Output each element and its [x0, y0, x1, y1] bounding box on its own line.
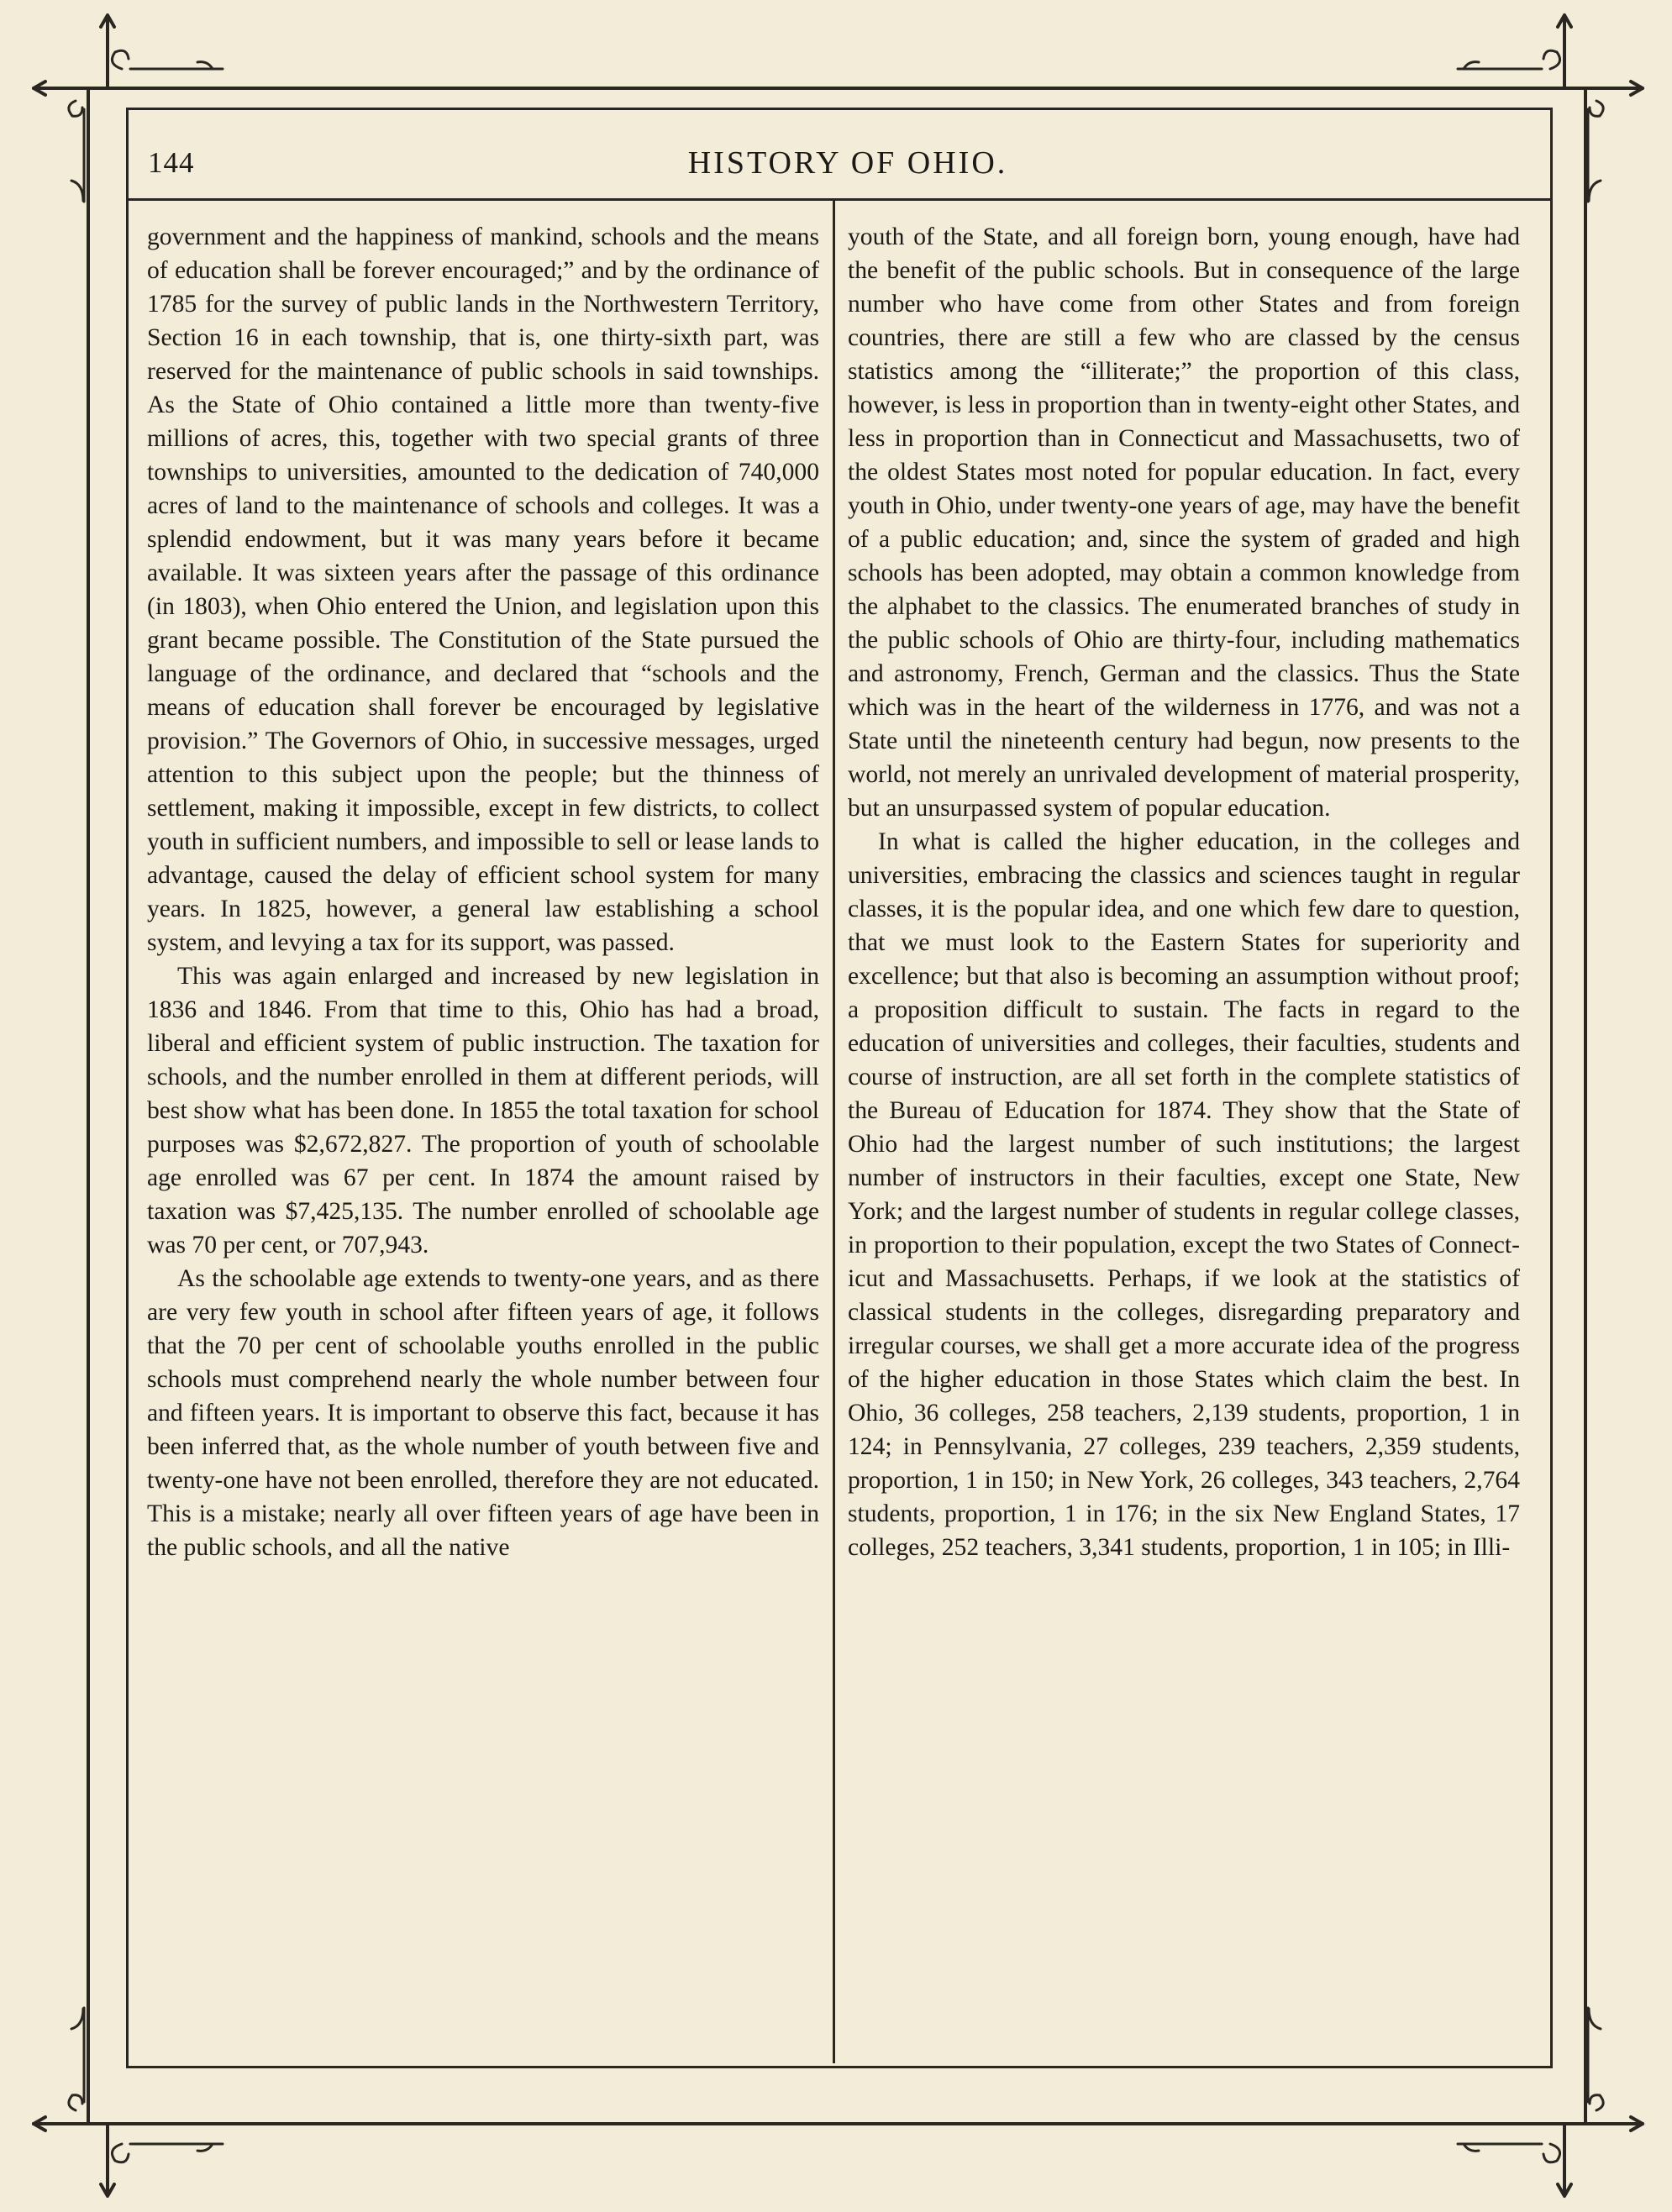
header-rule: [126, 198, 1551, 201]
paragraph: government and the happiness of mankind, schools and the means of education shall be forever encouraged;” and by the ordinance of 1785 for the survey of public lands in the Northwestern Territory, Section 16 in each township, that is, one thirty-sixth part, was reserved for the maintenance of public schools in said townships. As the State of Ohio contained a little more than twenty-five millions of acres, this, together with two special grants of three townships to universities, amounted to the dedication of 740,000 acres of land to the maintenance of schools and colleges. It was a splendid endowment, but it was many years before it became available. It was sixteen years after the passage of this ordinance (in 1803), when Ohio entered the Union, and legislation upon this grant became possible. The Constitution of the State pursued the language of the ordinance, and declared that “schools and the means of education shall forever be encouraged by legislative provision.” The Governors of Ohio, in successive messages, urged attention to this subject upon the people; but the thinness of settlement, making it impossible, except in few districts, to collect youth in sufficient numbers, and impossible to sell or lease lands to advantage, caused the delay of efficient school system for many years. In 1825, however, a general law establishing a school system, and levying a tax for its support, was passed.: [147, 223, 819, 956]
right-column: [848, 220, 1520, 2010]
running-title: HISTORY OF OHIO.: [687, 145, 1008, 181]
paragraph: This was again enlarged and increased by new legislation in 1836 and 1846. From that time to this, Ohio has had a broad, liberal and efficient system of public instruction. The taxation for schools, and the number enrolled in them at different periods, will best show what has been done. In 1855 the total taxation for school purposes was $2,672,827. The proportion of youth of schoolable age enrolled was 67 per cent. In 1874 the amount raised by taxation was $7,425,135. The number enrolled of schoolable age was 70 per cent, or 707,943.: [147, 963, 819, 1258]
paragraph: In what is called the higher education, in the colleges and universities, embracing the classics and sciences taught in regular classes, it is the popular idea, and one which few dare to question, that we must look to the Eastern States for superiority and excellence; but that also is becoming an assumption without proof; a proposition difficult to sustain. The facts in regard to the education of universities and colleges, their faculties, students and course of instruction, are all set forth in the complete statistics of the Bureau of Education for 1874. They show that the State of Ohio had the largest number of such institutions; the largest number of instructors in their faculties, except one State, New York; and the largest number of students in regular college classes, in proportion to their population, except the two States of Connecticut and Massachusetts. Perhaps, if we look at the statistics of classical students in the colleges, disregarding preparatory and irregular courses, we shall get a more accurate idea of the progress of the higher education in those States which claim the best. In Ohio, 36 colleges, 258 teachers, 2,139 students, proportion, 1 in 124; in Pennsylvania, 27 colleges, 239 teachers, 2,359 students, proportion, 1 in 150; in New York, 26 colleges, 343 teachers, 2,764 students, proportion, 1 in 176; in the six New England States, 17 colleges, 252 teachers, 3,341 students, proportion, 1 in 105; in Illi-: [848, 828, 1520, 1561]
page-number: 144: [148, 146, 195, 179]
paragraph: youth of the State, and all foreign born, young enough, have had the benefit of the public schools. But in consequence of the large number who have come from other States and from foreign countries, there are still a few who are classed by the census statistics among the “illiterate;” the proportion of this class, however, is less in proportion than in twenty-eight other States, and less in proportion than in Connecticut and Massachusetts, two of the oldest States most noted for popular education. In fact, every youth in Ohio, under twenty-one years of age, may have the benefit of a public education; and, since the system of graded and high schools has been adopted, may obtain a common knowledge from the alphabet to the classics. The enumerated branches of study in the public schools of Ohio are thirty-four, including mathematics and astronomy, French, German and the classics. Thus the State which was in the heart of the wilderness in 1776, and was not a State until the nineteenth century had begun, now presents to the world, not merely an unrivaled development of material prosperity, but an unsurpassed system of popular education.: [848, 223, 1520, 822]
column-divider: [833, 201, 835, 2063]
page-header: [148, 141, 1548, 192]
left-column: [147, 220, 819, 2010]
paragraph: As the schoolable age extends to twenty-one years, and as there are very few youth in school after fifteen years of age, it follows that the 70 per cent of schoolable youths enrolled in the public schools must comprehend nearly the whole number between four and fifteen years. It is important to observe this fact, because it has been inferred that, as the whole number of youth between five and twenty-one have not been enrolled, therefore they are not educated. This is a mistake; nearly all over fifteen years of age have been in the public schools, and all the native: [147, 1265, 819, 1561]
